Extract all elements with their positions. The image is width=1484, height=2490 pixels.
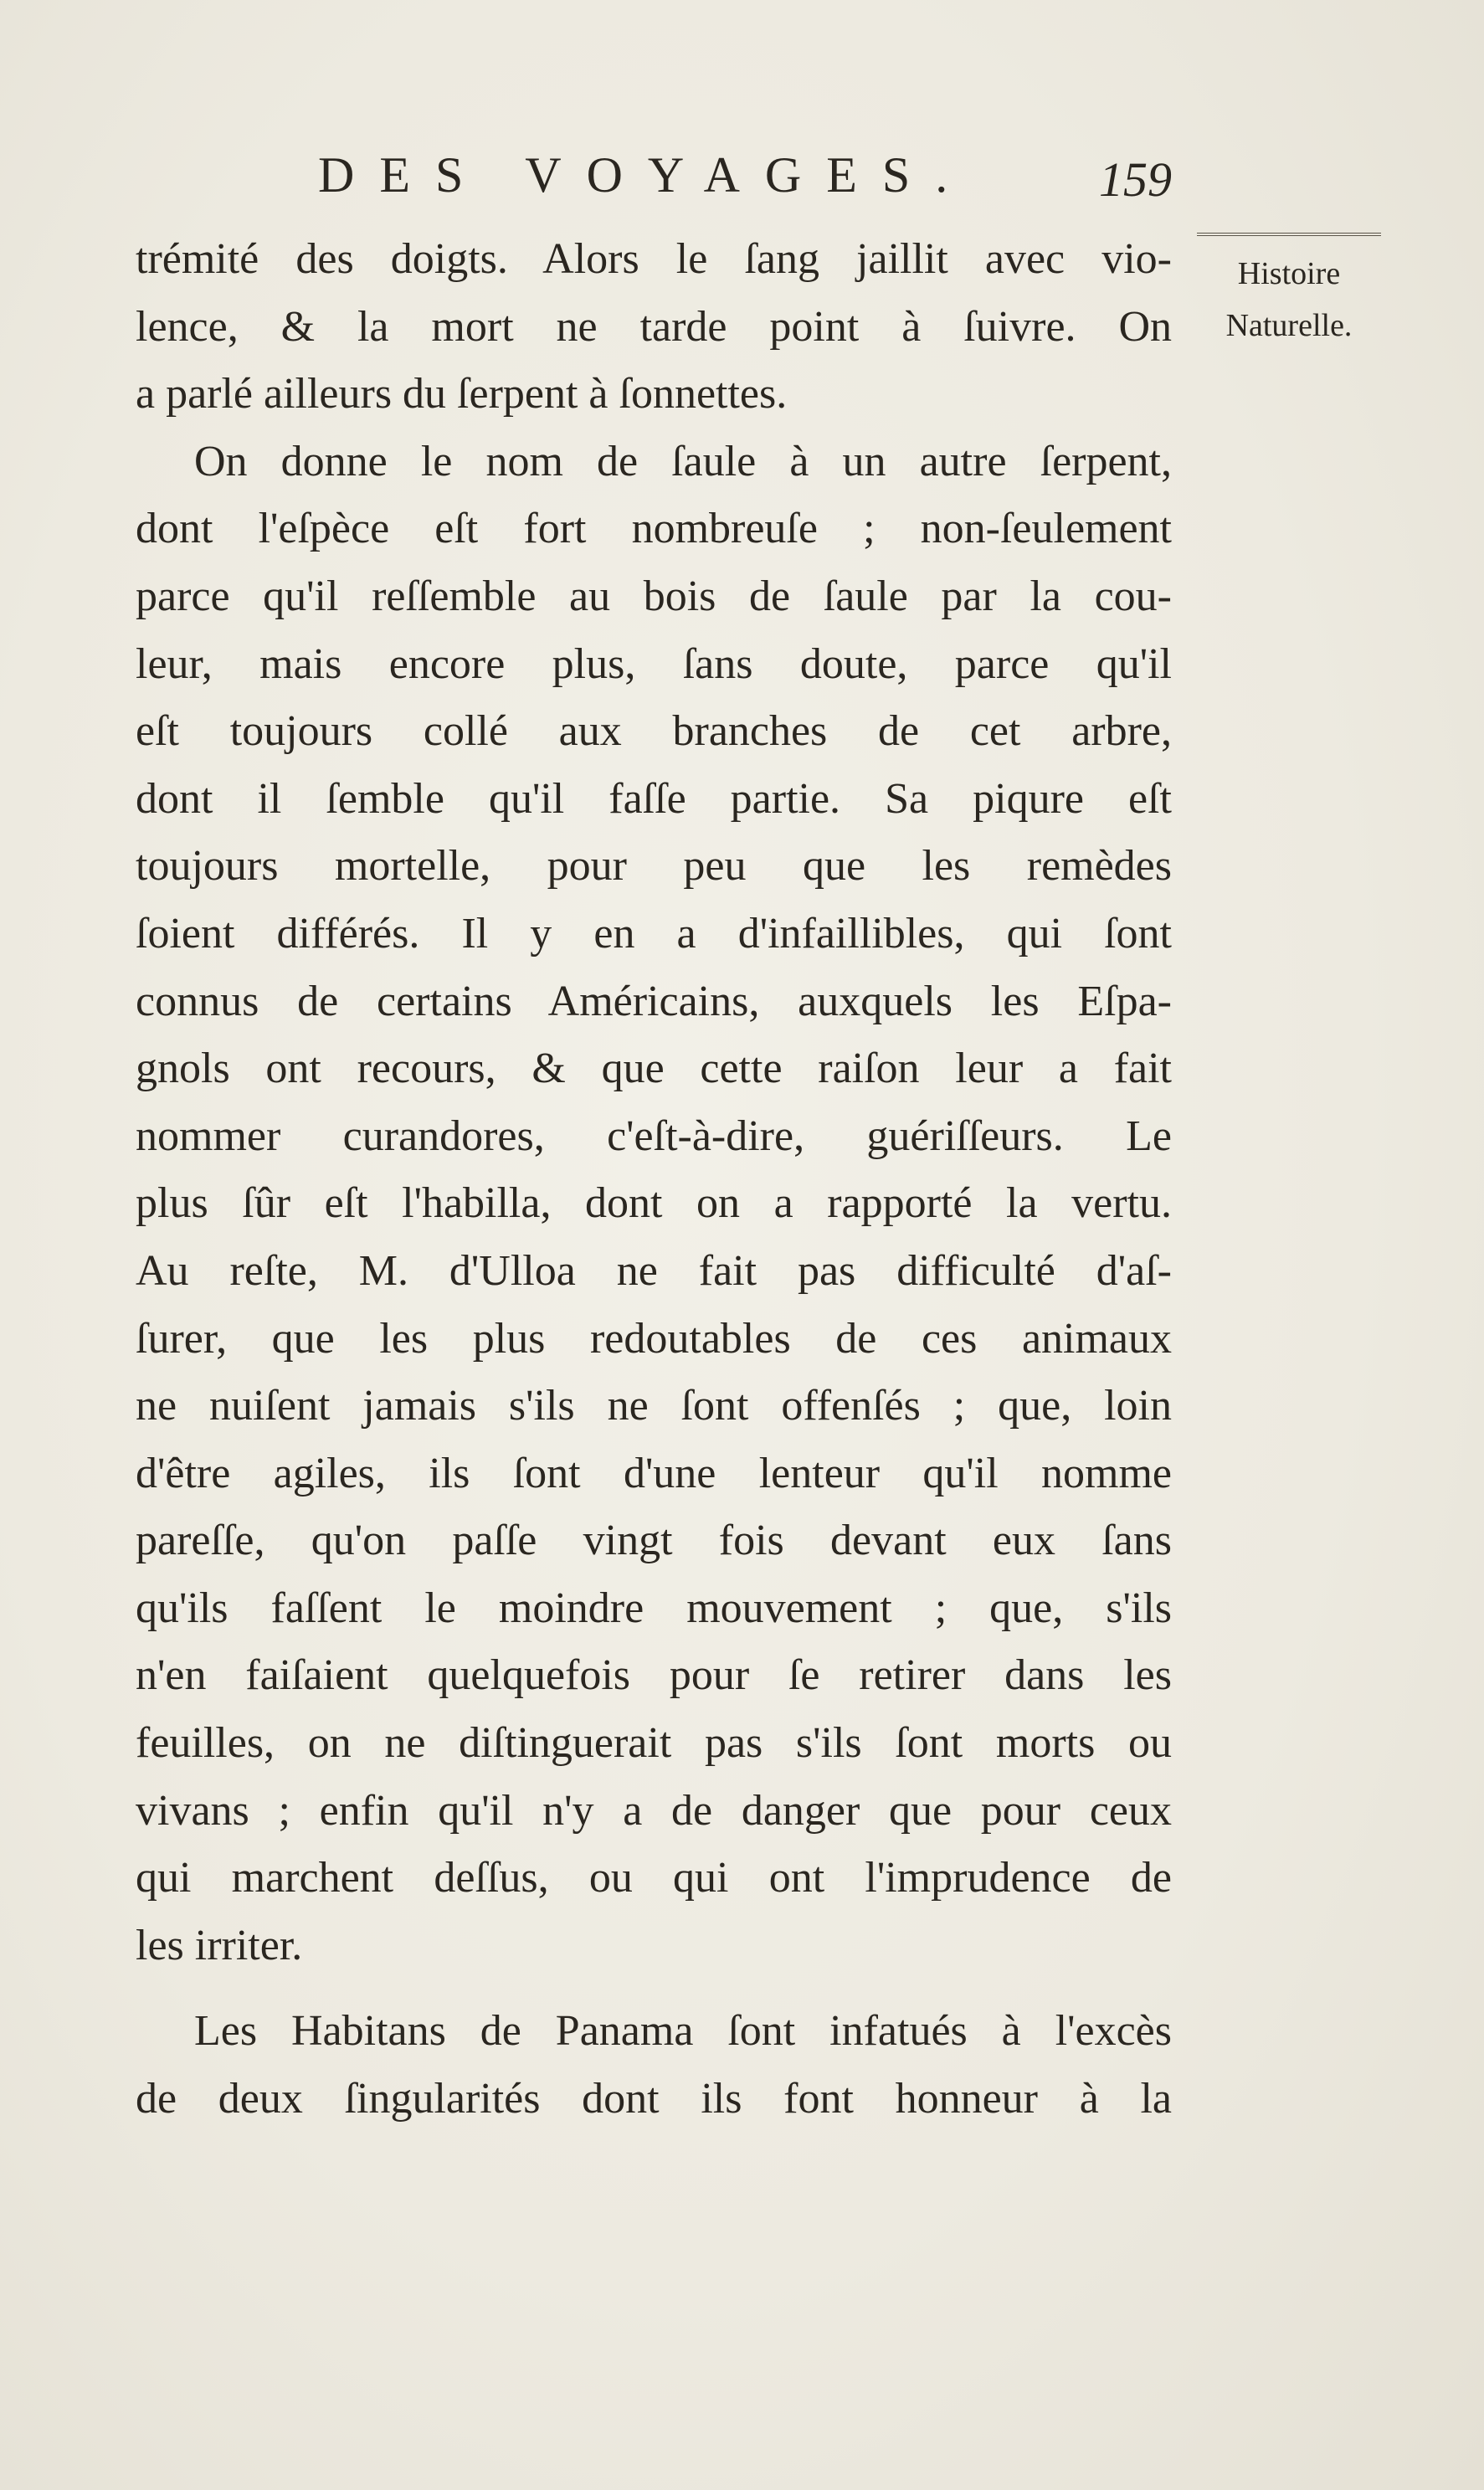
text-line: de deux ſingularités dont ils font honneur à la — [136, 2075, 1172, 2123]
text-line: toujours mortelle, pour peu que les remèdes — [136, 842, 1172, 891]
margin-note-line: Naturelle. — [1225, 308, 1353, 343]
margin-note-line: Histoire — [1237, 256, 1341, 291]
text-line: vivans ; enfin qu'il n'y a de danger que pour ceux — [136, 1786, 1172, 1835]
text-line: qu'ils faſſent le moindre mouvement ; que, s'ils — [136, 1584, 1172, 1632]
text-line: ſoient différés. Il y en a d'infaillibles, qui ſont — [136, 909, 1172, 957]
running-title: DES VOYAGES. — [318, 147, 973, 203]
text-line: trémité des doigts. Alors le ſang jaillit avec vio- — [136, 235, 1172, 283]
margin-rule — [1197, 233, 1381, 236]
text-line: Les Habitans de Panama ſont infatués à l'excès — [194, 2007, 1172, 2056]
text-line: eſt toujours collé aux branches de cet arbre, — [136, 707, 1172, 756]
text-line: qui marchent deſſus, ou qui ont l'imprudence de — [136, 1854, 1172, 1902]
text-line: les irriter. — [136, 1921, 303, 1969]
text-line: pareſſe, qu'on paſſe vingt fois devant eux ſans — [136, 1517, 1172, 1565]
text-line: parce qu'il reſſemble au bois de ſaule par la cou- — [136, 572, 1172, 620]
margin-note — [1189, 233, 1389, 352]
text-line: d'être agiles, ils ſont d'une lenteur qu'il nomme — [136, 1449, 1172, 1497]
text-line: Au reſte, M. d'Ulloa ne fait pas difficulté d'aſ- — [136, 1246, 1172, 1295]
paragraph-gap — [136, 1979, 1172, 1998]
text-line: leur, mais encore plus, ſans doute, parce qu'il — [136, 639, 1172, 688]
text-line: dont l'eſpèce eſt fort nombreuſe ; non-ſeulement — [136, 505, 1172, 553]
text-line: dont il ſemble qu'il faſſe partie. Sa piqure eſt — [136, 774, 1172, 823]
text-line: a parlé ailleurs du ſerpent à ſonnettes. — [136, 370, 788, 418]
body-text — [136, 226, 1172, 2133]
page-header — [318, 146, 1172, 222]
text-line: gnols ont recours, & que cette raiſon leur a fait — [136, 1045, 1172, 1093]
text-line: lence, & la mort ne tarde point à ſuivre. On — [136, 302, 1172, 351]
text-line: n'en faiſaient quelquefois pour ſe retirer dans les — [136, 1651, 1172, 1700]
page-number: 159 — [1099, 152, 1172, 207]
text-line: connus de certains Américains, auxquels les Eſpa- — [136, 977, 1172, 1025]
text-line: plus ſûr eſt l'habilla, dont on a rapporté la vertu. — [136, 1179, 1172, 1228]
text-line: nommer curandores, c'eſt-à-dire, guériſſeurs. Le — [136, 1112, 1172, 1160]
text-line: ſurer, que les plus redoutables de ces animaux — [136, 1314, 1172, 1363]
text-line: ne nuiſent jamais s'ils ne ſont offenſés ; que, loin — [136, 1382, 1172, 1430]
text-line: On donne le nom de ſaule à un autre ſerpent, — [194, 437, 1172, 485]
text-line: feuilles, on ne diſtinguerait pas s'ils ſont morts ou — [136, 1719, 1172, 1768]
